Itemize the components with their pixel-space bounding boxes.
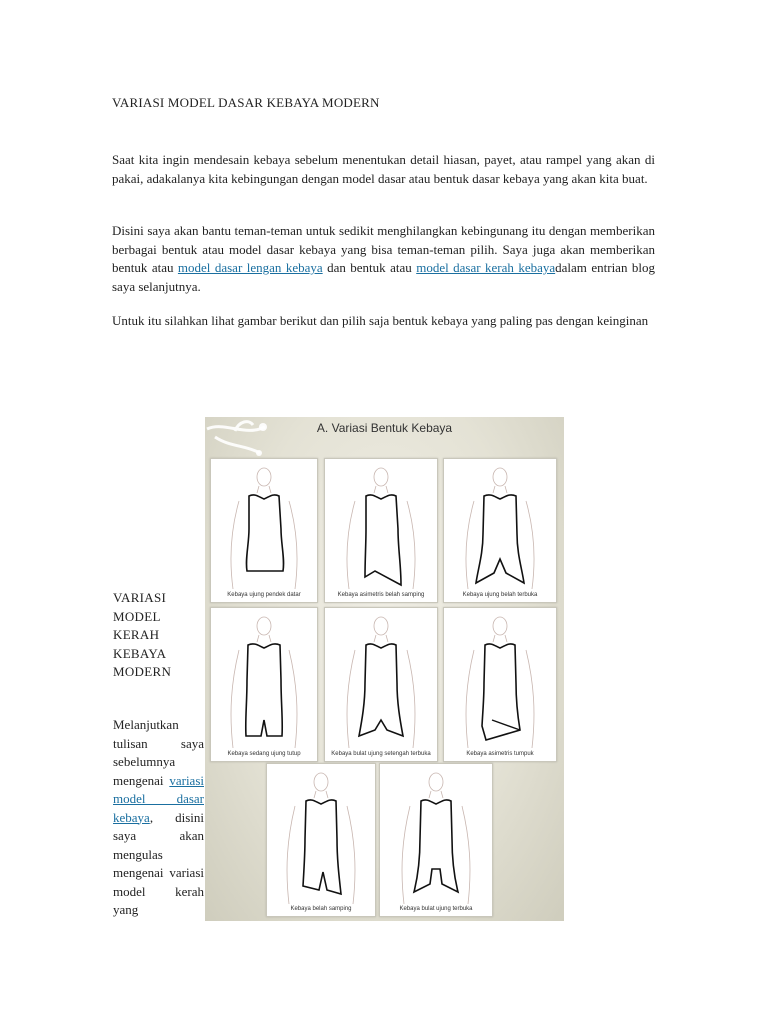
panel-caption: Kebaya bulat ujung setengah terbuka — [331, 751, 431, 757]
kebaya-round-open-illustration — [380, 764, 492, 916]
kebaya-panel — [443, 607, 557, 762]
instruction-paragraph: Untuk itu silahkan lihat gambar berikut dan pilih saja bentuk kebaya yang paling pas dengan keinginan — [112, 313, 649, 328]
kebaya-variations-figure — [205, 417, 564, 921]
kebaya-asymmetric-side-slit-illustration — [325, 459, 437, 602]
kebaya-panel — [324, 607, 438, 762]
collar-model-link[interactable]: model dasar kerah kebaya — [416, 260, 556, 275]
paragraph-text: dalam entrian blog saya selanjutnya. — [112, 260, 656, 294]
intro-paragraph: Saat kita ingin mendesain kebaya sebelum menentukan detail hiasan, payet, atau rampel yang akan di pakai, adakalanya kita kebingungan dengan model dasar atau bentuk dasar kebaya yang akan kita buat. — [112, 152, 655, 186]
kebaya-open-slit-illustration — [444, 459, 556, 602]
section-paragraph — [113, 716, 204, 920]
kebaya-panel — [324, 458, 438, 603]
panel-caption: Kebaya bulat ujung terbuka — [399, 906, 473, 912]
panel-caption: Kebaya ujung belah terbuka — [462, 592, 538, 598]
panel-caption: Kebaya sedang ujung tutup — [227, 751, 301, 757]
paragraph-text: Melanjutkan tulisan saya sebelumnya mengenai — [113, 717, 204, 788]
section-heading: VARIASI MODEL KERAH KEBAYA MODERN — [113, 590, 172, 679]
paragraph-text: , disini saya akan mengulas mengenai variasi model kerah yang — [113, 809, 204, 917]
page-title: VARIASI MODEL DASAR KEBAYA MODERN — [112, 95, 380, 110]
panel-caption: Kebaya ujung pendek datar — [227, 592, 301, 598]
kebaya-short-flat-illustration — [211, 459, 317, 602]
kebaya-panel — [443, 458, 557, 603]
panel-caption: Kebaya belah samping — [290, 906, 352, 912]
paragraph-text: Disini saya akan bantu teman-teman untuk sedikit menghilangkan kebingunang itu dengan memberikan berbagai bentuk atau model dasar kebaya yang bisa teman-teman pilih. Saya juga akan memberikan bentuk atau — [112, 223, 655, 275]
figure-title: A. Variasi Bentuk Kebaya — [316, 421, 453, 435]
basic-kebaya-model-link[interactable]: variasi model dasar kebaya — [113, 772, 204, 825]
kebaya-side-slit-illustration — [267, 764, 375, 916]
kebaya-panel — [266, 763, 376, 917]
panel-caption: Kebaya asimetris belah samping — [337, 592, 425, 598]
kebaya-panel — [210, 458, 318, 603]
kebaya-asymmetric-overlap-illustration — [444, 608, 556, 761]
explanation-paragraph — [112, 222, 655, 296]
kebaya-round-half-open-illustration — [325, 608, 437, 761]
kebaya-panel — [210, 607, 318, 762]
kebaya-panel — [379, 763, 493, 917]
panel-caption: Kebaya asimetris tumpuk — [466, 751, 534, 757]
sleeve-model-link[interactable]: model dasar lengan kebaya — [177, 260, 323, 275]
kebaya-medium-closed-illustration — [211, 608, 317, 761]
paragraph-text: dan bentuk atau — [322, 260, 417, 275]
